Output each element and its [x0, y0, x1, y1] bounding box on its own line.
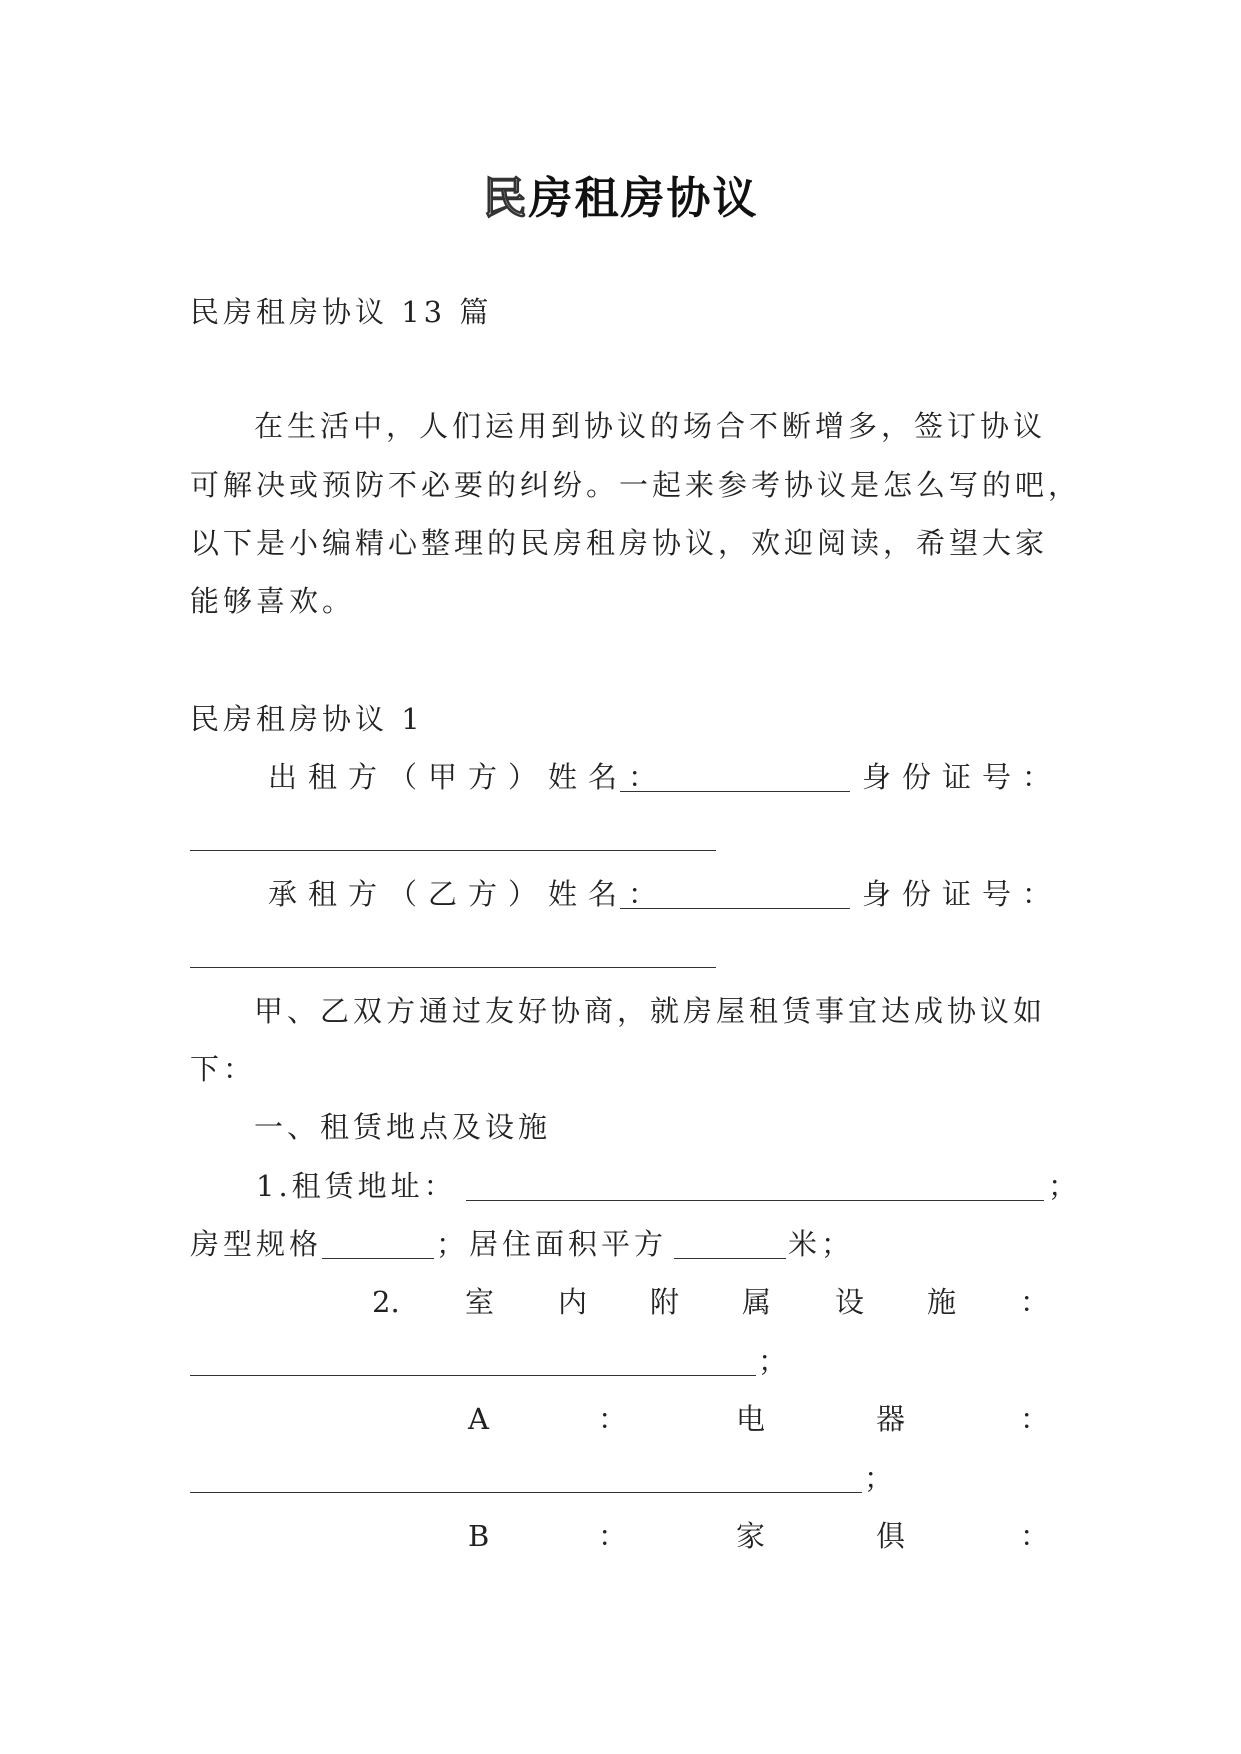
address-semicolon: ；: [1048, 1169, 1082, 1203]
facilities-char: 属: [742, 1285, 772, 1319]
area-unit: 米；: [788, 1227, 855, 1261]
furniture-char: ：: [598, 1519, 628, 1553]
party-b-name-blank: [620, 908, 850, 909]
section-heading: 民房租房协议 1: [190, 702, 424, 736]
facilities-char: 附: [650, 1285, 680, 1319]
area-blank: [674, 1258, 786, 1259]
appliance-char: ：: [1020, 1402, 1050, 1436]
party-a-name-blank: [620, 791, 850, 792]
address-blank: [466, 1200, 1044, 1201]
facilities-char: 2.: [372, 1285, 400, 1319]
party-b-id-label: 身份证号：: [862, 877, 1063, 911]
facilities-char: ：: [1020, 1285, 1050, 1319]
intro-line-1: 在生活中，人们运用到协议的场合不断增多，签订协议: [254, 409, 1047, 443]
title-text: 房租房协议: [528, 173, 759, 224]
furniture-char: 俱: [876, 1519, 906, 1553]
party-a-name-label: 出租方（甲方）姓名：: [268, 760, 669, 794]
room-type-blank: [322, 1258, 434, 1259]
party-a-id-blank: [190, 850, 716, 851]
title-outlined-char: 民: [482, 173, 529, 224]
facilities-char: 内: [558, 1285, 588, 1319]
address-label: 1.租赁地址：: [256, 1169, 457, 1203]
furniture-char: ：: [1020, 1519, 1050, 1553]
appliance-char: 电: [736, 1402, 766, 1436]
intro-line-2: 可解决或预防不必要的纠纷。一起来参考协议是怎么写的吧，: [190, 468, 1082, 502]
facilities-char: 施: [927, 1285, 957, 1319]
party-a-id-label: 身份证号：: [862, 760, 1063, 794]
party-b-id-blank: [190, 967, 716, 968]
party-b-name-label: 承租方（乙方）姓名：: [268, 877, 669, 911]
furniture-char: B: [468, 1519, 490, 1553]
document-title: [0, 162, 1241, 226]
appliance-blank: [190, 1492, 862, 1493]
room-type-label: 房型规格: [190, 1227, 323, 1261]
facilities-blank: [190, 1375, 756, 1376]
facilities-semicolon: ；: [758, 1344, 792, 1378]
facilities-char: 设: [835, 1285, 865, 1319]
item-heading: 一、租赁地点及设施: [254, 1110, 552, 1144]
agreement-line-1: 甲、乙双方通过友好协商，就房屋租赁事宜达成协议如: [254, 994, 1047, 1028]
area-label: ；居住面积平方: [436, 1227, 668, 1261]
appliance-char: ：: [598, 1402, 628, 1436]
intro-line-4: 能够喜欢。: [190, 584, 356, 618]
intro-line-3: 以下是小编精心整理的民房租房协议，欢迎阅读，希望大家: [190, 526, 1049, 560]
appliance-char: A: [468, 1402, 489, 1436]
facilities-char: 室: [465, 1285, 495, 1319]
appliance-char: 器: [876, 1402, 906, 1436]
furniture-char: 家: [736, 1519, 766, 1553]
agreement-line-2: 下：: [190, 1052, 257, 1086]
appliance-semicolon: ；: [864, 1461, 898, 1495]
document-subtitle: 民房租房协议 13 篇: [190, 295, 493, 329]
